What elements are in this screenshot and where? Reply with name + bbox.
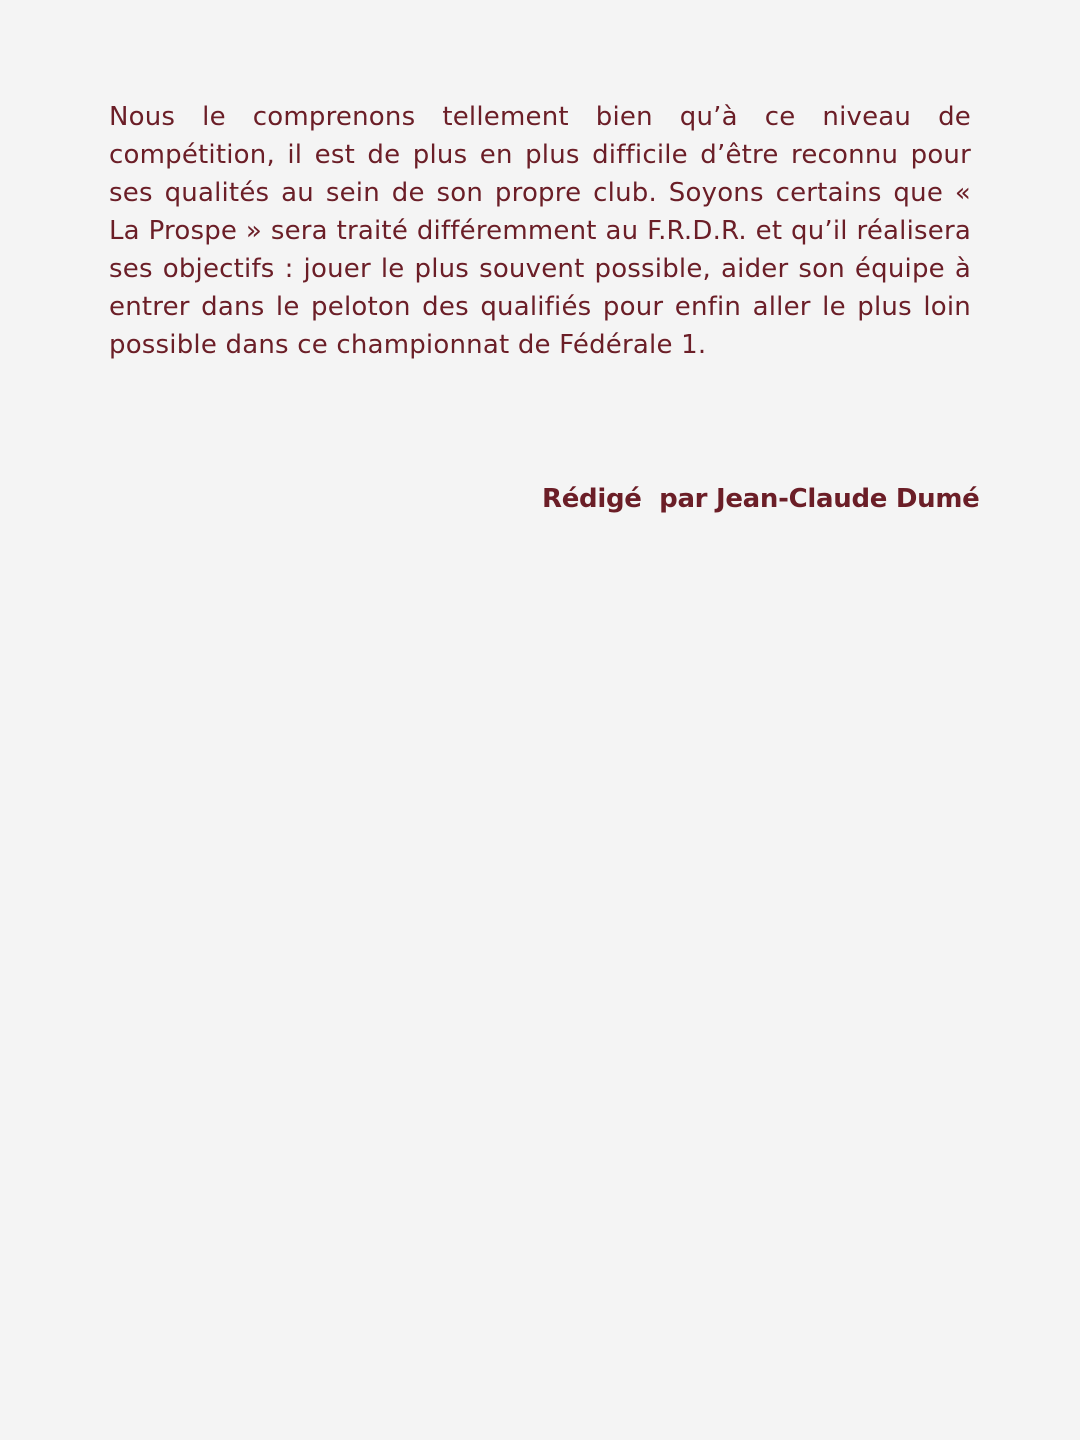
article-paragraph: Nous le comprenons tellement bien qu’à ce niveau de compétition, il est de plus en plus difficile d’être reconnu pour ses qualités au sein de son propre club. Soyons certains que « La Prospe » sera traité différemment au F.R.D.R. et qu’il réalisera ses objectifs : jouer le plus souvent possible, aider son équipe à entrer dans le peloton des qualifiés pour enfin aller le plus loin possible dans ce championnat de Fédérale 1.	[109, 102, 971, 360]
author-byline: Rédigé par Jean-Claude Dumé	[542, 484, 980, 514]
